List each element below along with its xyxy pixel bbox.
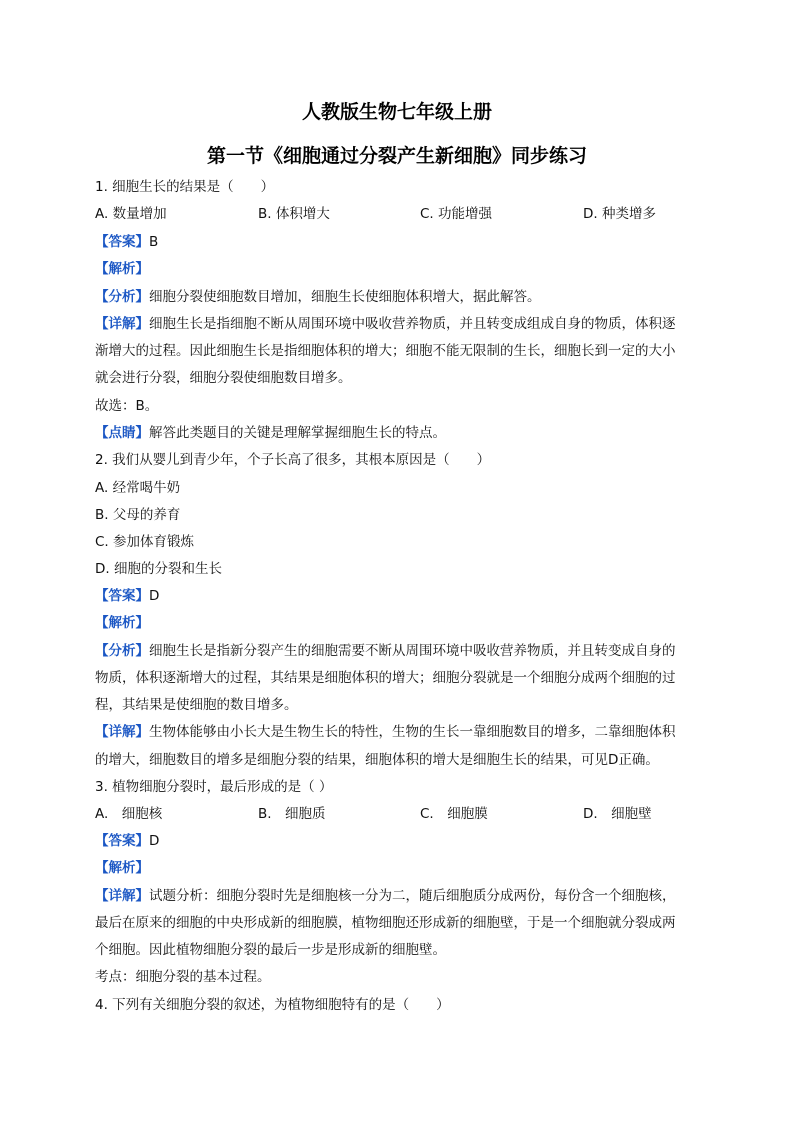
q3-answer-value: D	[149, 833, 160, 849]
dianjing-label: 【点睛】	[95, 425, 149, 441]
q2-xiangjie-text-1: 生物体能够由小长大是生物生长的特性，生物的生长一靠细胞数目的增多，二靠细胞体积	[149, 724, 676, 740]
q2-fenxi-line2: 物质，体积逐渐增大的过程，其结果是细胞体积的增大；细胞分裂就是一个细胞分成两个细胞的过	[95, 670, 676, 686]
q1-stem: 1. 细胞生长的结果是（ ）	[95, 179, 275, 195]
q2-option-c: C. 参加体育锻炼	[95, 534, 195, 550]
q1-fenxi-text: 细胞分裂使细胞数目增加，细胞生长使细胞体积增大，据此解答。	[149, 289, 541, 305]
answer-label: 【答案】	[95, 234, 149, 250]
q3-option-a: A. 细胞核	[95, 806, 163, 822]
q1-dianjing	[95, 424, 707, 442]
q3-option-b: B. 细胞质	[258, 806, 326, 822]
q2-answer	[95, 587, 707, 605]
q1-answer	[95, 233, 707, 251]
q2-fenxi-text-1: 细胞生长是指新分裂产生的细胞需要不断从周围环境中吸收营养物质，并且转变成自身的	[149, 643, 676, 659]
q1-option-b: B. 体积增大	[258, 206, 330, 222]
q2-stem: 2. 我们从婴儿到青少年，个子长高了很多，其根本原因是（ ）	[95, 452, 491, 468]
fenxi-label: 【分析】	[95, 643, 149, 659]
q2-fenxi-line3: 程，其结果是使细胞的数目增多。	[95, 697, 298, 713]
q1-option-a: A. 数量增加	[95, 206, 167, 222]
q1-xiangjie-line1	[95, 315, 707, 333]
q3-xiangjie-line3: 个细胞。因此植物细胞分裂的最后一步是形成新的细胞壁。	[95, 942, 446, 958]
fenxi-label: 【分析】	[95, 289, 149, 305]
document-title: 人教版生物七年级上册	[301, 101, 492, 123]
q1-option-c: C. 功能增强	[420, 206, 493, 222]
q2-option-d: D. 细胞的分裂和生长	[95, 561, 222, 577]
answer-label: 【答案】	[95, 833, 149, 849]
answer-label: 【答案】	[95, 588, 149, 604]
q2-xiangjie-line1	[95, 723, 707, 741]
q1-xiangjie-line3: 就会进行分裂，细胞分裂使细胞数目增多。	[95, 370, 352, 386]
xiangjie-label: 【详解】	[95, 316, 149, 332]
document-subtitle: 第一节《细胞通过分裂产生新细胞》同步练习	[206, 145, 587, 167]
q1-xiangjie-text-1: 细胞生长是指细胞不断从周围环境中吸收营养物质，并且转变成组成自身的物质，体积逐	[149, 316, 676, 332]
analysis-label: 【解析】	[95, 860, 149, 876]
q3-answer	[95, 832, 707, 850]
q3-xiangjie-text-1: 试题分析：细胞分裂时先是细胞核一分为二，随后细胞质分成两份，每份含一个细胞核，	[149, 888, 676, 904]
q3-xiangjie-line1	[95, 887, 707, 905]
q2-answer-value: D	[149, 588, 160, 604]
q1-dianjing-text: 解答此类题目的关键是理解掌握细胞生长的特点。	[149, 425, 446, 441]
q2-analysis-header	[95, 614, 707, 632]
q3-option-c: C. 细胞膜	[420, 806, 488, 822]
q1-option-d: D. 种类增多	[583, 206, 656, 222]
q2-option-b: B. 父母的养育	[95, 507, 181, 523]
analysis-label: 【解析】	[95, 261, 149, 277]
q1-answer-value: B	[149, 234, 159, 250]
q3-analysis-header	[95, 859, 707, 877]
q3-stem: 3. 植物细胞分裂时，最后形成的是（ ）	[95, 779, 333, 795]
q1-xiangjie-line2: 渐增大的过程。因此细胞生长是指细胞体积的增大；细胞不能无限制的生长，细胞长到一定的大小	[95, 343, 676, 359]
q2-option-a: A. 经常喝牛奶	[95, 480, 181, 496]
q1-choice: 故选：B。	[95, 398, 159, 414]
q4-stem: 4. 下列有关细胞分裂的叙述，为植物细胞特有的是（ ）	[95, 997, 450, 1013]
q1-fenxi	[95, 288, 707, 306]
q2-fenxi-line1	[95, 642, 707, 660]
q1-analysis-header	[95, 260, 707, 278]
q3-kaodian: 考点：细胞分裂的基本过程。	[95, 969, 271, 985]
analysis-label: 【解析】	[95, 615, 149, 631]
xiangjie-label: 【详解】	[95, 724, 149, 740]
q3-xiangjie-line2: 最后在原来的细胞的中央形成新的细胞膜，植物细胞还形成新的细胞壁，于是一个细胞就分裂成两	[95, 915, 676, 931]
q3-option-d: D. 细胞壁	[583, 806, 652, 822]
xiangjie-label: 【详解】	[95, 888, 149, 904]
q2-xiangjie-line2: 的增大，细胞数目的增多是细胞分裂的结果，细胞体积的增大是细胞生长的结果，可见D正确。	[95, 752, 659, 768]
